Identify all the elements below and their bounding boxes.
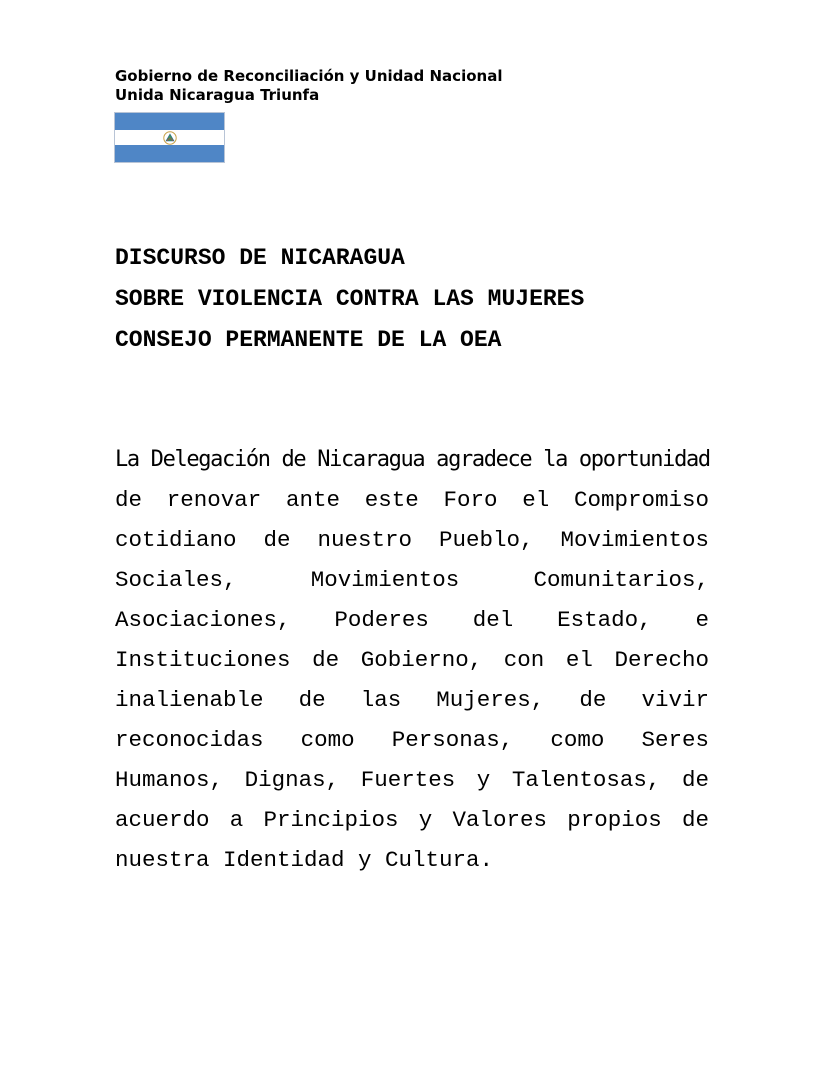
paragraph-line: acuerdo a Principios y Valores propios de [115, 807, 709, 833]
paragraph-line: Instituciones de Gobierno, con el Derecho [115, 647, 709, 673]
paragraph-line: Asociaciones, Poderes del Estado, e [115, 607, 709, 633]
coat-of-arms-icon [162, 131, 178, 145]
letterhead-government-name: Gobierno de Reconciliación y Unidad Nacional [115, 67, 503, 85]
title-line-3: CONSEJO PERMANENTE DE LA OEA [115, 327, 502, 353]
title-line-1: DISCURSO DE NICARAGUA [115, 245, 405, 271]
paragraph-line: La Delegación de Nicaragua agradece la oportunidad [115, 447, 710, 472]
paragraph-line: nuestra Identidad y Cultura. [115, 847, 494, 873]
paragraph-line: Humanos, Dignas, Fuertes y Talentosas, de [115, 767, 709, 793]
letterhead [115, 67, 502, 105]
letterhead-slogan: Unida Nicaragua Triunfa [115, 86, 320, 104]
flag-bottom-stripe [115, 145, 224, 162]
nicaragua-flag-icon [114, 112, 225, 163]
paragraph-line: reconocidas como Personas, como Seres [115, 727, 709, 753]
flag-top-stripe [115, 113, 224, 130]
title-line-2: SOBRE VIOLENCIA CONTRA LAS MUJERES [115, 286, 585, 312]
document-title [115, 238, 584, 361]
paragraph-line: Sociales, Movimientos Comunitarios, [115, 567, 709, 593]
paragraph-line: inalienable de las Mujeres, de vivir [115, 687, 709, 713]
paragraph-line: cotidiano de nuestro Pueblo, Movimientos [115, 527, 709, 553]
paragraph-line: de renovar ante este Foro el Compromiso [115, 487, 709, 513]
speech-paragraph [115, 440, 709, 880]
